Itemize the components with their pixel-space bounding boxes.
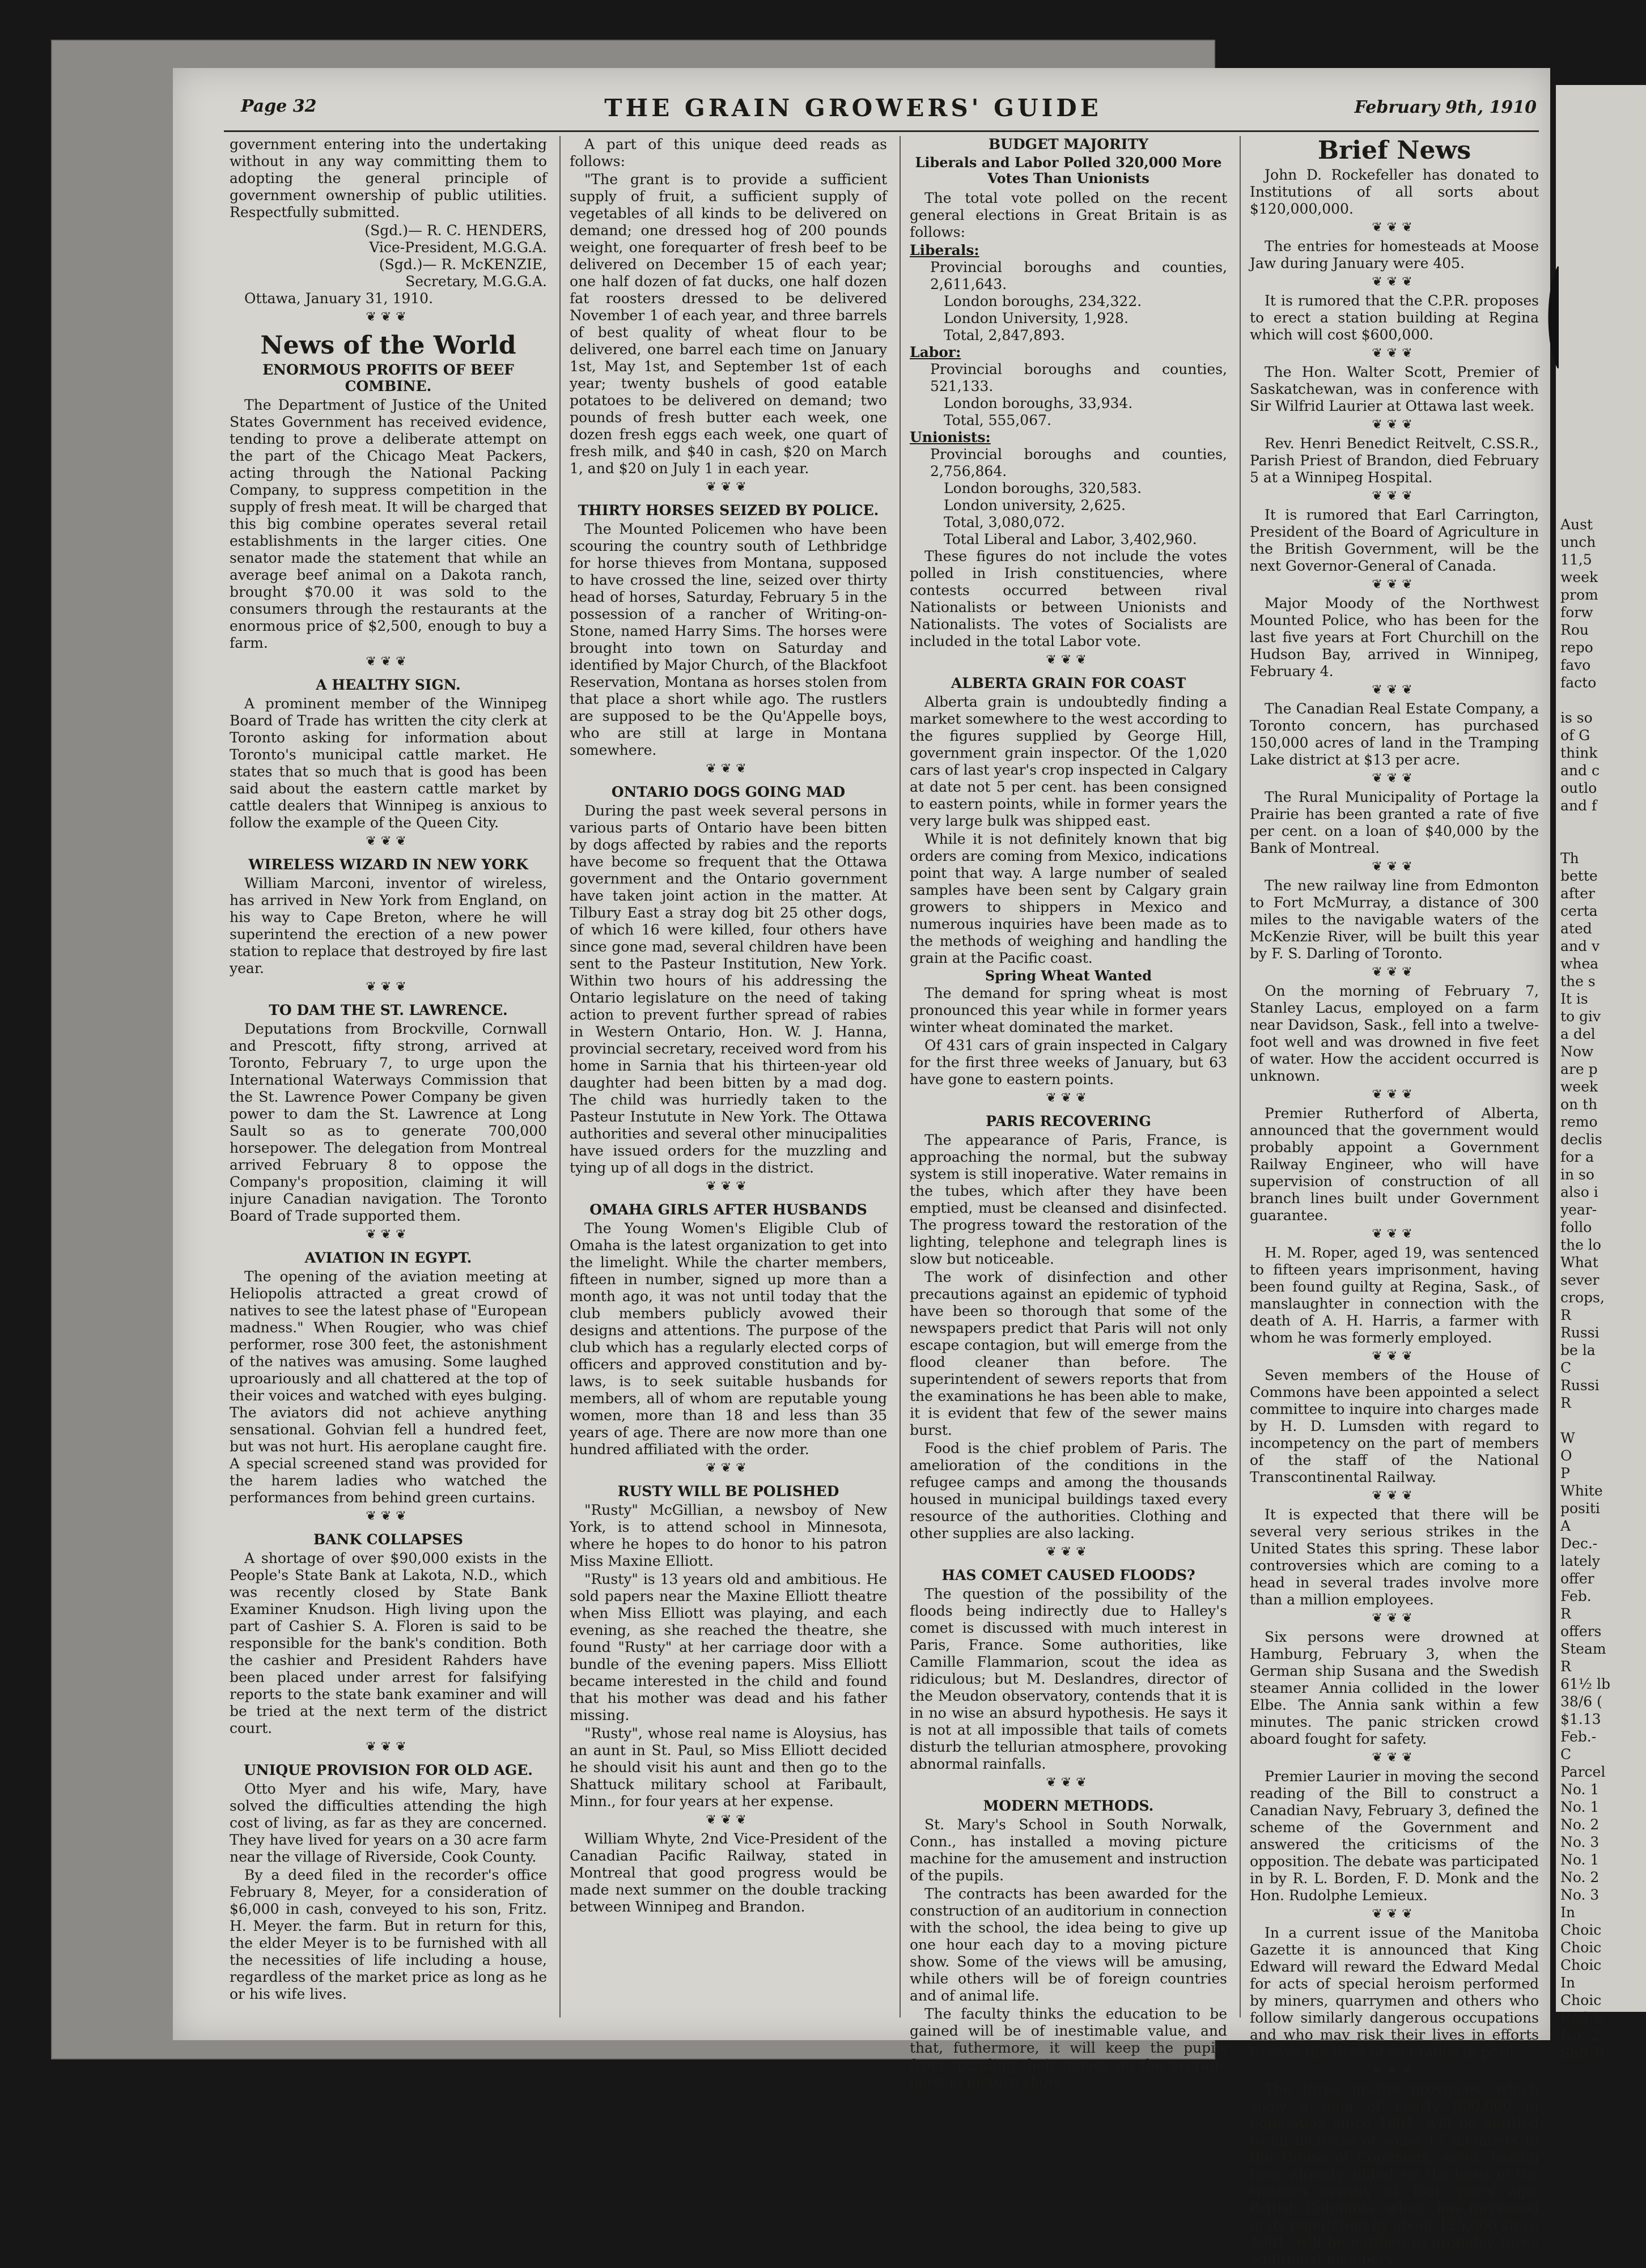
adjacent-page-fragment: C [1560,1746,1572,1762]
adjacent-page-fragment: Choic [1560,1939,1602,1956]
article-headline: PARIS RECOVERING [986,1113,1151,1129]
article-headline: UNIQUE PROVISION FOR OLD AGE. [243,1762,533,1778]
masthead-title: THE GRAIN GROWERS' GUIDE [604,94,1102,122]
adjacent-page-fragment: Dec.- [1560,1535,1598,1552]
article-text: The demand for spring wheat is most pronounced this year while in former years winter wheat dominated the market. [910,985,1227,1035]
column-rule [900,136,901,2018]
brief-news-item: Rev. Henri Benedict Reitvelt, C.SS.R., Parish Priest of Brandon, died February 5 at a Winnipeg Hospital. [1250,435,1539,486]
adjacent-page-fragment: week [1560,1078,1598,1095]
adjacent-page-fragment: R [1560,1606,1571,1622]
separator-ornament: ❦❦❦ [366,1228,411,1242]
separator-ornament: ❦❦❦ [1372,1611,1417,1625]
separator-ornament: ❦❦❦ [1372,220,1417,235]
adjacent-page-fragment: offer [1560,1570,1594,1587]
article-text: "Rusty" McGillian, a newsboy of New York, is to attend school in Minnesota, where he hopes to do honor to his patron Miss Maxine Elliott. [570,1502,887,1569]
adjacent-page-fragment: Choic [1560,1957,1602,1973]
separator-ornament: ❦❦❦ [1372,577,1417,592]
adjacent-page-fragment: Th [1560,850,1579,867]
adjacent-page-text [1556,85,1646,2062]
separator-ornament: ❦❦❦ [1372,1088,1417,1102]
adjacent-page-fragment: 38/6 ( [1560,1693,1602,1710]
article-text: The Department of Justice of the United States Government has received evidence, tending to prove a deliberate attempt on the part of the Chicago Meat Packers, acting through the National Packing Company, to suppress competition in the supply of fresh meat. It will be charged that this big combine operates several retail establishments in the larger cities. One senator made the statement that while an average beef animal on a Dakota ranch, brought $70.00 it was sold to the consumers through the restaurants at the enormous price of $2,500, enough to buy a farm. [230,397,547,651]
brief-news-list [1250,167,1539,2268]
brief-news-item: Six persons were drowned at Hamburg, February 3, when the German ship Susana and the Swedish steamer Annia collided in the lower Elbe. The Annia sank within a few minutes. The panic stricken crowd aboard fought for safety. [1250,1629,1539,1747]
adjacent-page-fragment: Soft R [1560,2045,1605,2061]
article-text: A part of this unique deed reads as follows: [570,136,887,169]
adjacent-page-fragment: unch [1560,534,1596,550]
separator-ornament: ❦❦❦ [1372,1489,1417,1503]
article-text: William Marconi, inventor of wireless, has arrived in New York from England, on his way to Cape Breton, where he will superintend the erection of a new power station to replace that destroyed by fire last year. [230,875,547,976]
article-subheadline: Spring Wheat Wanted [985,967,1152,984]
adjacent-page-fragment: In [1560,1904,1575,1921]
adjacent-page-fragment: week [1560,569,1598,585]
adjacent-page-fragment: Choic [1560,1992,1602,2008]
article-text: The contracts has been awarded for the construction of an auditorium in connection with the school, the idea being to give up one hour each day to a moving picture show. Some of the views will be amusing, while others will be of foreign countries and of animal life. [910,1885,1227,2004]
vote-total: Total, 2,847,893. [944,327,1065,343]
article-headline: WIRELESS WIZARD IN NEW YORK [248,856,528,873]
adjacent-page-fragment: Red K [1560,2010,1604,2026]
brief-news-item: H. M. Roper, aged 19, was sentenced to fifteen years imprisonment, having been found guilty at Regina, Sask., of manslaughter in connection with the death of A. H. Harris, a farmer with whom he was formerly employed. [1250,1245,1539,1346]
adjacent-page-fragment: on th [1560,1096,1598,1112]
brief-news-item: Seven members of the House of Commons have been appointed a select committee to inquire into charges made by H. D. Lumsden with regard to incompetency on the part of members of the staff of the National Transcontinental Railway. [1250,1367,1539,1485]
adjacent-page-fragment: White [1560,1483,1603,1499]
signature-title: Secretary, M.G.G.A. [405,273,547,290]
adjacent-page-fragment: and c [1560,762,1600,779]
page-header [173,91,1550,130]
adjacent-page-fragment: No. 3 [1560,1887,1600,1903]
article-text: The faculty thinks the education to be gained will be of inestimable value, and that, futhermore, it will keep the pupils from spending their money on the average moving picture show. [910,2006,1227,2090]
separator-ornament: ❦❦❦ [1372,965,1417,979]
place-date: Ottawa, January 31, 1910. [244,290,434,307]
issue-date: February 9th, 1910 [1354,97,1537,117]
separator-ornament: ❦❦❦ [1046,653,1091,667]
adjacent-page-fragment: It is [1560,991,1588,1007]
article-text: While it is not definitely known that big orders are coming from Mexico, indications point that way. A large number of sealed samples have been sent by Calgary grain growers to shippers in Mexico and numerous inquiries have been made as to the methods of weighing and handling the grain at the Pacific coast. [910,831,1227,966]
article-text: A shortage of over $90,000 exists in the People's State Bank at Lakota, N.D., which was recently closed by State Bank Examiner Knudson. High living upon the part of Cashier S. A. Floren is said to be responsible for the bank's condition. Both the cashier and President Rahders have been placed under arrest for falsifying reports to the state bank examiner and will be tried at the next term of the district court. [230,1550,547,1736]
adjacent-page-fragment: and f [1560,797,1597,814]
adjacent-page-fragment: No. 2 [1560,1869,1600,1885]
adjacent-page-fragment: R [1560,1658,1571,1675]
adjacent-page-fragment: also i [1560,1184,1598,1200]
article-headline: RUSTY WILL BE POLISHED [617,1483,839,1500]
adjacent-page-fragment: outlo [1560,780,1597,796]
article-text: St. Mary's School in South Norwalk, Conn., has installed a moving picture machine for the amusement and instruction of the pupils. [910,1816,1227,1884]
adjacent-page-fragment: P [1560,1465,1570,1481]
adjacent-page-fragment: No. 2 [1560,2027,1600,2044]
article-headline: OMAHA GIRLS AFTER HUSBANDS [589,1201,867,1218]
brief-news-item: On the morning of February 7, Stanley Lacus, employed on a farm near Davidson, Sask., fell into a twelve-foot well and was drowned in five feet of water. How the accident occurred is unknown. [1250,983,1539,1084]
signature-name: (Sgd.)— R. McKENZIE, [379,256,547,273]
brief-news-item: Premier Laurier in moving the second reading of the Bill to construct a Canadian Navy, February 3, defined the scheme of the Government and answered the criticisms of the opposition. The debate was participated in by R. L. Borden, F. D. Monk and the Hon. Rudolphe Lemieux. [1250,1768,1539,1904]
article-text: The total vote polled on the recent general elections in Great Britain is as follows: [910,190,1227,240]
article-headline: ONTARIO DOGS GOING MAD [611,784,846,800]
separator-ornament: ❦❦❦ [1372,275,1417,289]
adjacent-page-fragment: a del [1560,1026,1596,1042]
adjacent-page-fragment: lately [1560,1553,1600,1569]
separator-ornament: ❦❦❦ [1372,683,1417,697]
adjacent-page-fragment: the lo [1560,1237,1601,1253]
adjacent-page-fragment: in so [1560,1166,1594,1183]
separator-ornament: ❦❦❦ [366,310,411,324]
adjacent-page-fragment: No. 1 [1560,1781,1600,1798]
vote-line: Provincial boroughs and counties, 521,133. [930,361,1227,394]
adjacent-page-fragment: R [1560,1307,1571,1323]
brief-news-item: It is expected that there will be several very serious strikes in the United States this spring. These labor controversies which are coming to a head in several trades involve more than a million employees. [1250,1506,1539,1608]
vote-party-label: Labor: [910,344,961,360]
separator-ornament: ❦❦❦ [1372,1907,1417,1921]
adjacent-page-fragment: O [1560,1447,1572,1464]
separator-ornament: ❦❦❦ [1372,418,1417,432]
column-4 [1250,136,1539,2267]
separator-ornament: ❦❦❦ [706,1179,751,1194]
vote-line: London University, 1,928. [944,310,1129,326]
adjacent-page-fragment: R [1560,1395,1571,1411]
adjacent-page-fragment: the s [1560,973,1596,989]
adjacent-page-fragment: Steam [1560,1641,1606,1657]
adjacent-page-fragment: and v [1560,938,1600,954]
brief-news-item: Premier Rutherford of Alberta, announced that the government would probably appoint a Government Railway Engineer, who will have supervision of construction of all branch lines built under Government guarantee. [1250,1105,1539,1224]
adjacent-page-fragment: Feb.- [1560,1728,1597,1745]
article-text: Deputations from Brockville, Cornwall and Prescott, fifty strong, arrived at Toronto, February 7, to urge upon the International Waterways Commission that the St. Lawrence Power Company be given power to dam the St. Lawrence at Long Sault so as to generate 700,000 horsepower. The delegation from Montreal arrived February 8 to oppose the Company's proposition, claiming it will injure Canadian navigation. The Toronto Board of Trade supported them. [230,1021,547,1224]
article-headline: HAS COMET CAUSED FLOODS? [941,1567,1195,1583]
separator-ornament: ❦❦❦ [1372,1349,1417,1364]
column-1 [230,136,547,2018]
adjacent-page-fragment: W [1560,1430,1575,1446]
adjacent-page-fragment: ated [1560,920,1592,937]
brief-news-item: Major Moody of the Northwest Mounted Police, who has been for the last five years at Fort Churchill on the Hudson Bay, arrived in Winnipeg, February 4. [1250,595,1539,679]
adjacent-page-fragment: is so [1560,710,1593,726]
article-text: The Young Women's Eligible Club of Omaha is the latest organization to get into the limelight. While the charter members, fifteen in number, signed up more than a month ago, it was not until today that the club members publicly avowed their designs and attentions. The purpose of the club which has a regularly elected corps of officers and approved constitution and by-laws, is to seek suitable husbands for members, all of whom are reputable young women, more than 18 and less than 35 years of age. There are now more than one hundred affiliated with the order. [570,1220,887,1458]
adjacent-page-fragment: Feb. [1560,1588,1592,1604]
article-headline: ENORMOUS PROFITS OF BEEF COMBINE. [262,362,514,394]
vote-total: Total, 3,080,072. [944,514,1065,530]
separator-ornament: ❦❦❦ [1372,346,1417,360]
column-rule [559,136,561,2018]
vote-total: Total, 555,067. [944,412,1051,428]
article-text: "Rusty" is 13 years old and ambitious. He sold papers near the Maxine Elliott theatre when Miss Elliott was playing, and each evening, as she reached the theatre, she found "Rusty" at her carriage door with a bundle of the evening papers. Miss Elliott became interested in the child and found that his mother was dead and his father missing. [570,1571,887,1723]
adjacent-page-fragment: What [1560,1254,1598,1271]
separator-ornament: ❦❦❦ [706,762,751,776]
brief-news-item: The Canadian Real Estate Company, a Toronto concern, has purchased 150,000 acres of land in the Tramping Lake district at $13 per acre. [1250,700,1539,768]
article-text: During the past week several persons in various parts of Ontario have been bitten by dogs affected by rabies and the reports have become so frequent that the Ottawa government and the Ontario government have taken joint action in the matter. At Tilbury East a stray dog bit 25 other dogs, of which 16 were killed, four others have since gone mad, several children have been sent to the Pasteur Institution, New York. Within two hours of his addressing the Ontario legislature on the need of taking action to prevent further spread of rabies in Western Ontario, Hon. W. J. Hanna, provincial secretary, received word from his home in Sarnia that his thirteen-year old daughter had been bitten by a mad dog. The child was hurriedly taken to the Pasteur Instutute in New York. The Ottawa authorities and several other minucipalities have issued orders for the muzzling and tying up of all dogs in the district. [570,802,887,1176]
separator-ornament: ❦❦❦ [1046,1091,1091,1105]
adjacent-page-fragment: declis [1560,1131,1602,1148]
separator-ornament: ❦❦❦ [1372,1751,1417,1765]
separator-ornament: ❦❦❦ [1046,1545,1091,1559]
article-text: These figures do not include the votes polled in Irish constituencies, where contests occurred between rival Nationalists or between Unionists and Nationalists. The votes of Socialists are included in the total Labor vote. [910,548,1227,649]
adjacent-page-fragment: No. 2 [1560,1816,1600,1833]
separator-ornament: ❦❦❦ [366,834,411,848]
adjacent-page-fragment: sever [1560,1272,1600,1288]
adjacent-page-fragment [1560,691,1646,709]
adjacent-page-fragment: offers [1560,1623,1602,1640]
article-text: Of 431 cars of grain inspected in Calgary for the first three weeks of January, but 63 have gone to eastern points. [910,1037,1227,1088]
article-headline: BANK COLLAPSES [313,1531,463,1548]
adjacent-page-fragment: crops, [1560,1289,1605,1306]
article-text: government entering into the undertaking without in any way committing them to adopting the general principle of government ownership of public utilities. Respectfully submitted. [230,136,547,220]
separator-ornament: ❦❦❦ [1372,1227,1417,1241]
adjacent-page-fragment: Parcel [1560,1764,1606,1780]
column-2 [570,136,887,2018]
brief-news-item: John D. Rockefeller has donated to Institutions of all sorts about $120,000,000. [1250,167,1539,217]
vote-line: London university, 2,625. [944,497,1126,513]
article-text: William Whyte, 2nd Vice-President of the Canadian Pacific Railway, stated in Montreal that good progress would be made next summer on the double tracking between Winnipeg and Brandon. [570,1830,887,1915]
adjacent-page-edge [1556,85,1646,2061]
brief-news-item: The Hon. Walter Scott, Premier of Saskatchewan, was in conference with Sir Wilfrid Laurier at Ottawa last week. [1250,364,1539,414]
adjacent-page-fragment [1560,832,1646,850]
article-text: The work of disinfection and other precautions against an epidemic of typhoid have been so thorough that some of the newspapers predict that Paris will not only escape contagion, but will emerge from the flood cleaner than before. The superintendent of sewers reports that from the examinations he has been able to make, it is evident that few of the sewer mains burst. [910,1269,1227,1438]
brief-news-item: It is rumored that the C.P.R. proposes to erect a station building at Regina which will cost $600,000. [1250,292,1539,343]
vote-party-label: Unionists: [910,429,991,445]
adjacent-page-fragment: Choic [1560,1922,1602,1938]
adjacent-page-fragment: C [1560,1360,1572,1376]
brief-news-item: The Rural Municipality of Portage la Prairie has been granted a rate of five per cent. on a loan of $40,000 by the Bank of Montreal. [1250,789,1539,856]
adjacent-page-fragment: for a [1560,1149,1594,1165]
adjacent-page-fragment: No. 1 [1560,1799,1600,1815]
adjacent-page-fragment: bette [1560,868,1598,884]
article-text: By a deed filed in the recorder's office February 8, Meyer, for a consideration of $6,000 in cash, conveyed to his son, Fritz. H. Meyer. the farm. But in return for this, the elder Meyer is to be furnished with all the necessities of life including a house, regardless of the market price as long as he or his wife lives. [230,1867,547,2002]
adjacent-page-fragment: certa [1560,903,1598,919]
article-text: The opening of the aviation meeting at Heliopolis attracted a great crowd of natives to see the latest phase of "European madness." When Rougier, who was chief performer, rose 300 feet, the astonishment of the natives was amusing. Some laughed uproariously and all chattered at the top of their voices and watched with eyes bulging. The aviators did not achieve anything sensational. Gohvian fell a hundred feet, but was not hurt. His aeroplane caught fire. A special screened stand was provided for the harem ladies who watched the performances from behind green curtains. [230,1268,547,1506]
decorative-ornament-icon [1542,266,1559,368]
column-3 [910,136,1227,2090]
adjacent-page-fragment: favo [1560,657,1591,673]
separator-ornament: ❦❦❦ [706,1813,751,1827]
article-text: Alberta grain is undoubtedly finding a market somewhere to the west according to the figures supplied by George Hill, government grain inspector. Of the 1,020 cars of last year's crop inspected in Calgary at date not 5 per cent. has been consigned to eastern points, while in former years the very large bulk was shipped east. [910,694,1227,829]
separator-ornament: ❦❦❦ [706,1461,751,1475]
adjacent-page-fragment: repo [1560,639,1593,656]
separator-ornament: ❦❦❦ [1046,1776,1091,1790]
adjacent-page-fragment: 11,5 [1560,551,1592,568]
vote-grand-total: Total Liberal and Labor, 3,402,960. [944,531,1197,547]
brief-news-item: The entries for homesteads at Moose Jaw during January were 405. [1250,238,1539,271]
brief-news-item: In a current issue of the Manitoba Gazette it is announced that King Edward will reward the Edward Medal for acts of special heroism performed by miners, quarrymen and others who follow similarly dangerous occupations and who may risk their lives in efforts to save the lives of comrades in peril. [1250,1925,1539,2060]
article-text: Food is the chief problem of Paris. The amelioration of the conditions in the refugee camps and among the thousands housed in municipal buildings taxed every resource of the authorities. Clothing and other supplies are also lacking. [910,1440,1227,1541]
adjacent-page-fragment: of G [1560,727,1590,744]
adjacent-page-fragment: facto [1560,674,1597,691]
adjacent-page-fragment: be la [1560,1342,1596,1358]
brief-news-item: It is rumored that Earl Carrington, President of the Board of Agriculture in the British Government, will be the next Governor-General of Canada. [1250,507,1539,574]
article-text: A prominent member of the Winnipeg Board of Trade has written the city clerk at Toronto asking for information about Toronto's municipal cattle market. He states that so much that is good has been said about the eastern cattle market by cattle dealers that Winnipeg is anxious to follow the example of the Queen City. [230,695,547,831]
signature-title: Vice-President, M.G.G.A. [369,239,547,256]
adjacent-page-fragment: $1.13 [1560,1711,1601,1727]
article-text: The appearance of Paris, France, is approaching the normal, but the subway system is still inoperative. Water remains in the tubes, which after they have been emptied, must be cleansed and disinfected. The progress toward the restoration of the lighting, telephone and telegraph lines is slow but noticeable. [910,1132,1227,1267]
separator-ornament: ❦❦❦ [1372,771,1417,785]
section-title: News of the World [260,331,516,360]
adjacent-page-fragment: prom [1560,587,1598,603]
adjacent-page-fragment: remo [1560,1114,1598,1130]
vote-line: Provincial boroughs and counties, 2,611,643. [930,259,1227,292]
separator-ornament: ❦❦❦ [366,980,411,994]
article-headline: THIRTY HORSES SEIZED BY POLICE. [578,502,879,519]
vote-party-label: Liberals: [910,242,979,258]
adjacent-page-fragment: No. 1 [1560,1851,1600,1868]
article-text: Otto Myer and his wife, Mary, have solved the difficulties attending the high cost of living, as far as they are concerned. They have lived for years on a 30 acre farm near the village of Riverside, Cook County. [230,1781,547,1865]
separator-ornament: ❦❦❦ [706,480,751,494]
adjacent-page-fragment [1560,814,1646,832]
article-text: The question of the possibility of the floods being indirectly due to Halley's comet is discussed with much interest in Paris, France. Some authorities, like Camille Flammarion, scout the idea as ridiculous; but M. Deslandres, director of the Meudon observatory, contends that it is in no wise an absurd hypothesis. He says it is not at all impossible that tails of comets disturb the tellurian atmosphere, provoking abnormal rainfalls. [910,1586,1227,1772]
vote-line: Provincial boroughs and counties, 2,756,864. [930,446,1227,479]
article-headline: AVIATION IN EGYPT. [304,1250,472,1266]
separator-ornament: ❦❦❦ [1372,489,1417,503]
adjacent-page-fragment: Russi [1560,1377,1600,1394]
separator-ornament: ❦❦❦ [366,1740,411,1754]
brief-news-item: The three prairie provinces, which show a gain of nearly 800,000 in population since 1901, will be entitled to an increase of some 17 members in the House of Commons, seven having been already added. on the basis of the western census of four years ago. British Columbia, which has increased in its population by about 125,000 since 1901, will be entitled to probably three additional members. [1250,2081,1539,2267]
section-title: Brief News [1317,136,1471,165]
vote-line: London boroughs, 234,322. [944,293,1142,309]
adjacent-page-fragment: year- [1560,1201,1597,1218]
page-number: Page 32 [241,96,317,116]
vote-line: London boroughs, 320,583. [944,480,1142,496]
vote-line: London boroughs, 33,934. [944,395,1133,411]
adjacent-page-fragment: to giv [1560,1008,1601,1025]
adjacent-page-fragment: follo [1560,1219,1592,1235]
adjacent-page-fragment: In [1560,1974,1575,1991]
separator-ornament: ❦❦❦ [366,1509,411,1523]
adjacent-page-fragment: after [1560,885,1595,902]
article-headline: ALBERTA GRAIN FOR COAST [951,675,1186,691]
separator-ornament: ❦❦❦ [366,655,411,669]
newspaper-page [173,68,1550,2267]
adjacent-page-fragment: Aust [1560,516,1593,533]
adjacent-page-fragment: Russi [1560,1324,1600,1341]
header-rule [224,130,1539,132]
adjacent-page-fragment: Now [1560,1043,1594,1060]
article-subheadline: Liberals and Labor Polled 320,000 More Votes Than Unionists [915,154,1222,186]
signature-name: (Sgd.)— R. C. HENDERS, [364,222,547,239]
adjacent-page-fragment: whea [1560,955,1599,972]
separator-ornament: ❦❦❦ [1372,2063,1417,2078]
adjacent-page-fragment: forw [1560,604,1593,621]
article-text: The Mounted Policemen who have been scouring the country south of Lethbridge for horse thieves from Montana, supposed to have crossed the line, seized over thirty head of horses, Saturday, February 5 in the possession of a rancher of Writing-on-Stone, named Harry Sims. The horses were brought into town on Saturday and identified by Major Church, of the Blackfoot Reservation, Montana as horses stolen from that place a short while ago. The rustlers are supposed to be the Qu'Appelle boys, who are still at large in Montana somewhere. [570,521,887,758]
adjacent-page-fragment: 61½ lb [1560,1676,1610,1692]
column-rule [1240,136,1241,2018]
article-headline: MODERN METHODS. [983,1798,1154,1814]
article-headline: TO DAM THE ST. LAWRENCE. [269,1002,508,1018]
article-headline: BUDGET MAJORITY [989,136,1148,152]
separator-ornament: ❦❦❦ [1372,860,1417,874]
article-text: "Rusty", whose real name is Aloysius, has an aunt in St. Paul, so Miss Elliott decided he should visit his aunt and then go to the Shattuck military school at Faribault, Minn., for four years at her expense. [570,1725,887,1810]
adjacent-page-fragment [1560,1412,1646,1429]
adjacent-page-fragment: think [1560,745,1598,761]
article-text: "The grant is to provide a sufficient supply of fruit, a sufficient supply of vegetables of all kinds to be delivered on demand; one dressed hog of 200 pounds weight, one forequarter of fresh beef to be delivered on December 15 of each year; one half dozen of fat ducks, one half dozen fat roosters dressed to be delivered November 1 of each year, and three barrels of best quality of wheat flour to be delivered, one barrel each time on January 1st, May 1st, and September 1st of each year; twenty bushels of good eatable potatoes to be delivered on demand; two pounds of fresh butter each week, one dozen fresh eggs each week, one quart of fresh milk, and $40 in cash, $20 on March 1, and $20 on July 1 in each year. [570,171,887,477]
brief-news-item: The new railway line from Edmonton to Fort McMurray, a distance of 300 miles to the navigable waters of the McKenzie River, will be built this year by F. S. Darling of Toronto. [1250,877,1539,962]
adjacent-page-fragment: No. 3 [1560,1834,1600,1850]
adjacent-page-fragment: are p [1560,1061,1598,1077]
adjacent-page-fragment: A [1560,1518,1571,1534]
article-headline: A HEALTHY SIGN. [316,677,461,693]
adjacent-page-fragment: positi [1560,1500,1600,1517]
adjacent-page-fragment: Rou [1560,622,1589,638]
